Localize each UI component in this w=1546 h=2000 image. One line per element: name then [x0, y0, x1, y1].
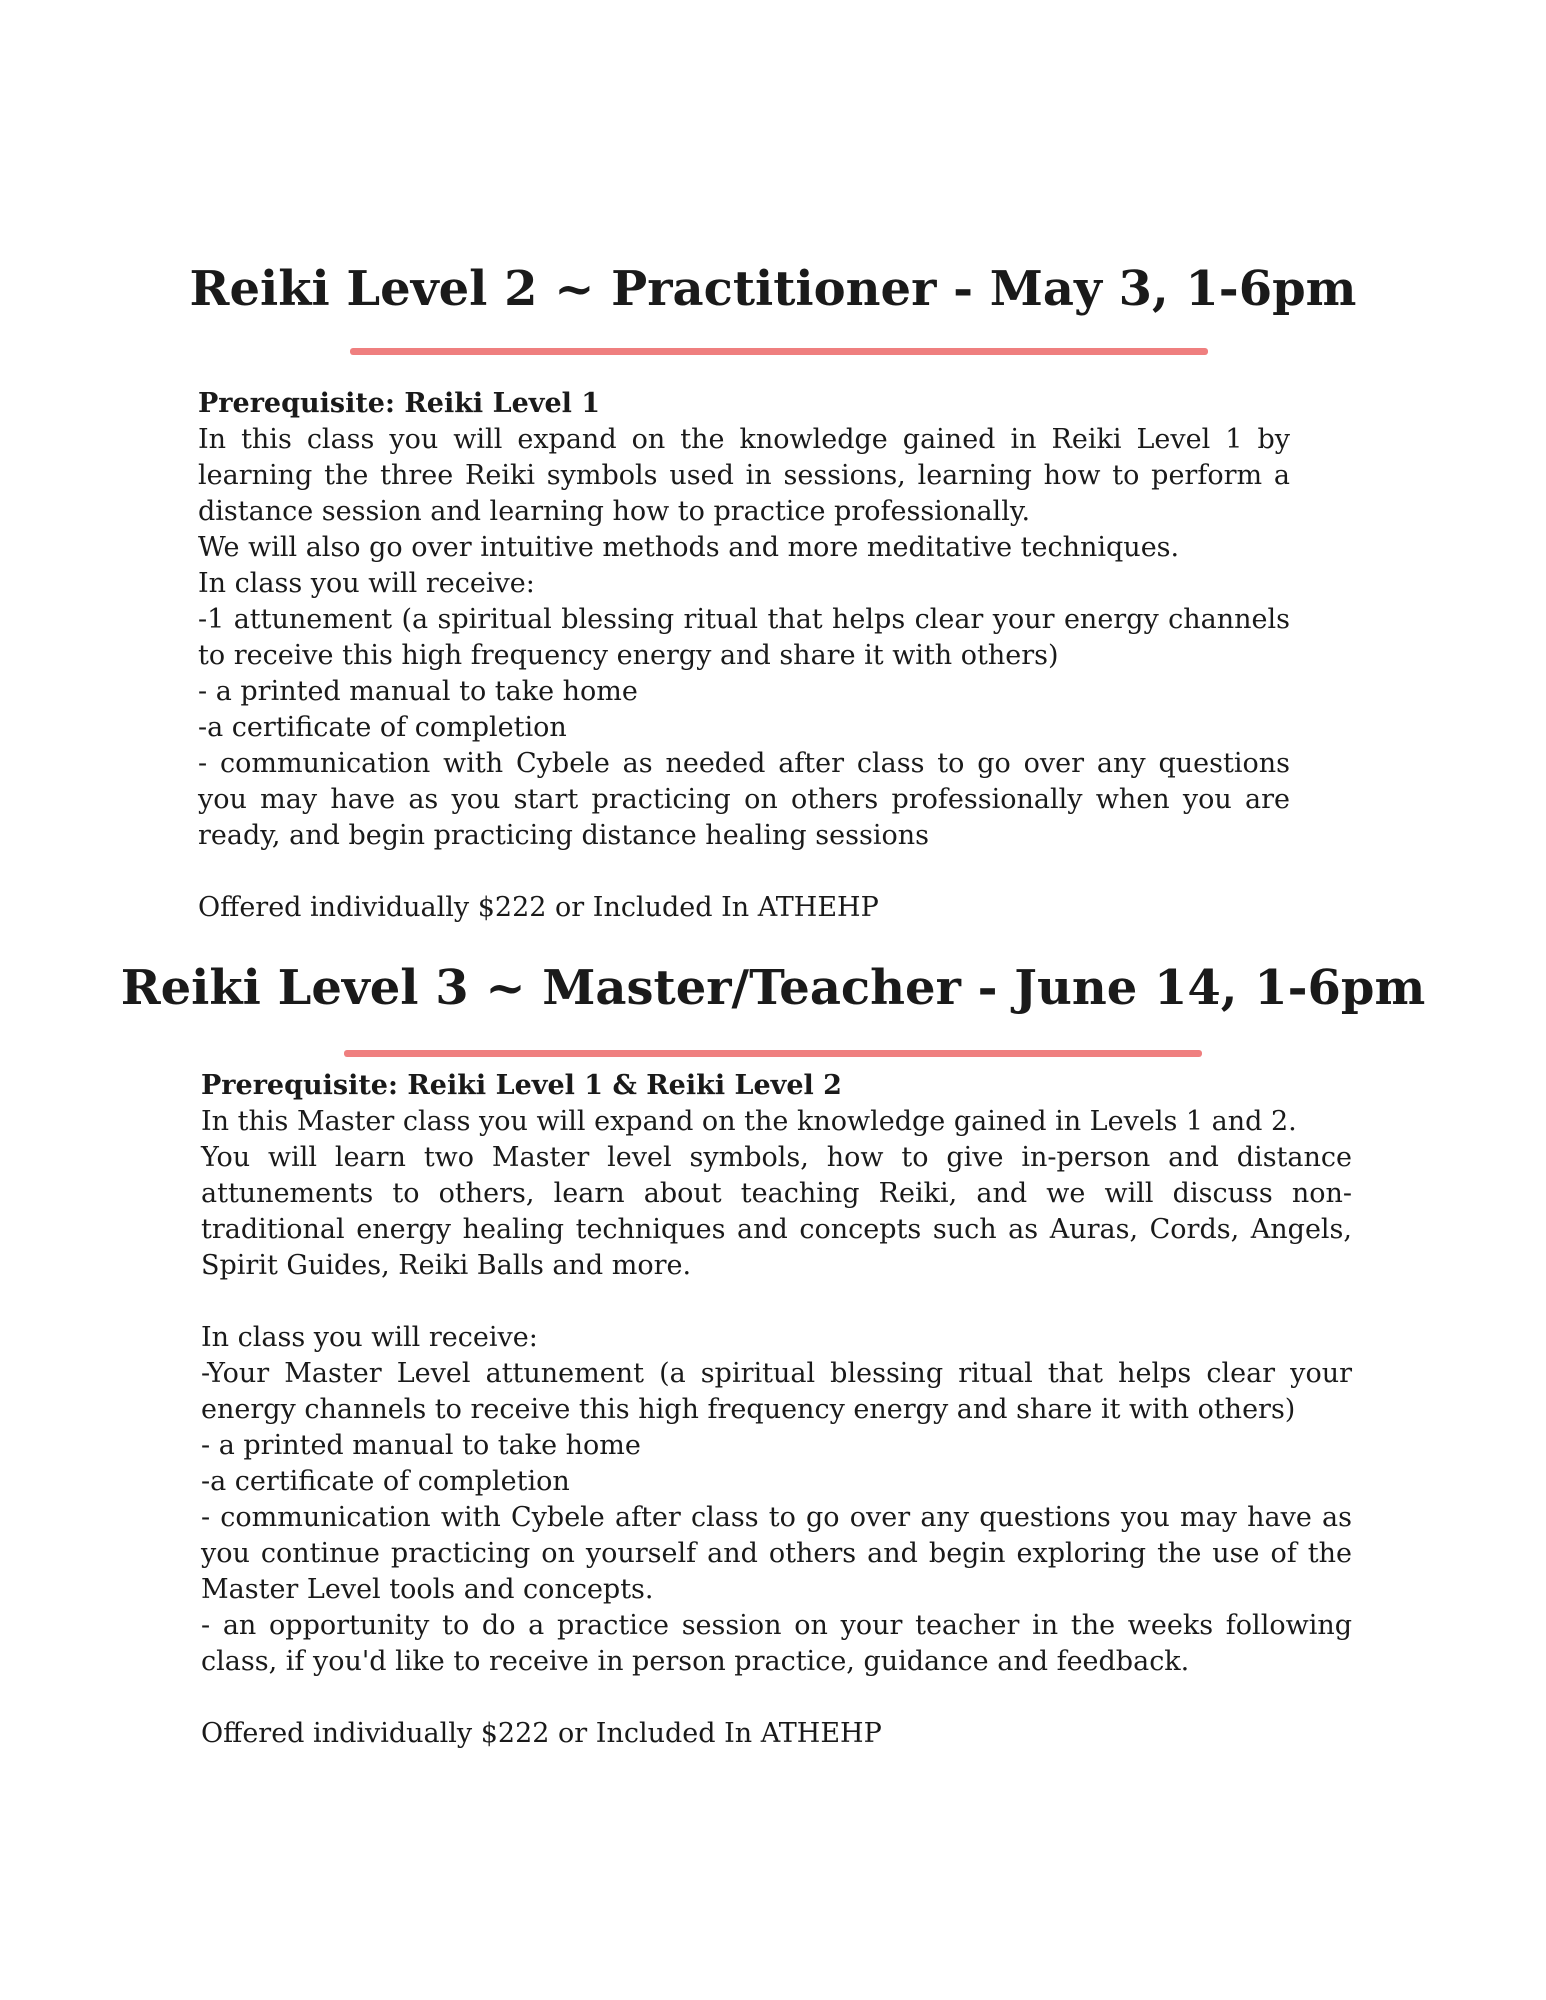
level2-receive-heading: In class you will receive: [198, 568, 535, 599]
level3-intro2: You will learn two Master level symbols, how to give in-person and distance attunements to others, learn about teaching Reiki, and we will discuss non-traditional energy healing techniques and concepts such as Auras, Cords, Angels, Spirit Guides, Reiki Balls and more. [201, 1142, 1352, 1281]
level2-item-certificate: -a certificate of completion [198, 712, 567, 743]
level2-item-communication: - communication with Cybele as needed after class to go over any questions you may have as you start practicing on others professionally when you are ready, and begin practicing distance healing sessions [198, 748, 1290, 851]
level2-item-manual: - a printed manual to take home [198, 676, 638, 707]
level2-intro: In this class you will expand on the knowledge gained in Reiki Level 1 by learning the three Reiki symbols used in sessions, learning how to perform a distance session and learning how to practice professionally. [198, 424, 1290, 527]
level3-price: Offered individually $222 or Included In ATHEHP [201, 1718, 882, 1749]
level2-price: Offered individually $222 or Included In ATHEHP [198, 892, 879, 923]
level3-divider [344, 1050, 1202, 1057]
level3-intro: In this Master class you will expand on the knowledge gained in Levels 1 and 2. [201, 1106, 1297, 1137]
level3-prerequisite: Prerequisite: Reiki Level 1 & Reiki Level 2 [201, 1070, 842, 1101]
level3-item-practice-session: - an opportunity to do a practice session on your teacher in the weeks following class, if you'd like to receive in person practice, guidance and feedback. [201, 1610, 1352, 1677]
level3-title: Reiki Level 3 ~ Master/Teacher - June 14, 1-6pm [120, 960, 1426, 1016]
level2-body [198, 386, 1290, 926]
level3-receive-heading: In class you will receive: [201, 1322, 538, 1353]
level2-intro2: We will also go over intuitive methods and more meditative techniques. [198, 532, 1180, 563]
level2-divider [350, 348, 1208, 355]
level3-item-attunement: -Your Master Level attunement (a spiritual blessing ritual that helps clear your energy channels to receive this high frequency energy and share it with others) [201, 1358, 1352, 1425]
level2-title: Reiki Level 2 ~ Practitioner - May 3, 1-6pm [189, 261, 1357, 317]
level3-body [201, 1068, 1352, 1752]
level2-prerequisite: Prerequisite: Reiki Level 1 [198, 388, 601, 419]
level2-item-attunement: -1 attunement (a spiritual blessing ritual that helps clear your energy channels to receive this high frequency energy and share it with others) [198, 604, 1290, 671]
level3-item-manual: - a printed manual to take home [201, 1430, 641, 1461]
level3-item-communication: - communication with Cybele after class to go over any questions you may have as you continue practicing on yourself and others and begin exploring the use of the Master Level tools and concepts. [201, 1502, 1352, 1605]
level3-item-certificate: -a certificate of completion [201, 1466, 570, 1497]
